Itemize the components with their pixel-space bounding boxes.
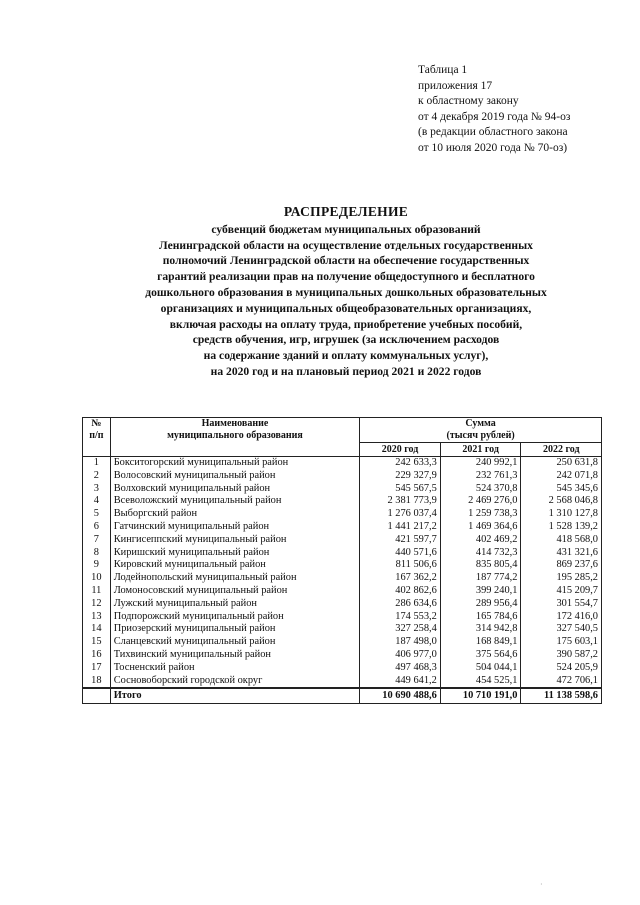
row-value-2022: 431 321,6 [521, 547, 602, 560]
header-year-2022: 2022 год [521, 443, 602, 457]
title-line: включая расходы на оплату труда, приобретение учебных пособий, [169, 317, 523, 331]
table-row [83, 457, 602, 470]
header-name [110, 418, 360, 457]
row-num: 8 [83, 547, 111, 560]
row-name: Сосновоборский городской округ [110, 675, 360, 689]
row-value-2022: 472 706,1 [521, 675, 602, 689]
row-value-2020: 174 553,2 [360, 611, 441, 624]
row-name: Киришский муниципальный район [110, 547, 360, 560]
row-num: 4 [83, 495, 111, 508]
table-row [83, 649, 602, 662]
table-row [83, 508, 602, 521]
row-num: 18 [83, 675, 111, 689]
row-name: Лужский муниципальный район [110, 598, 360, 611]
header-name-line1: Наименование [201, 418, 269, 429]
row-value-2020: 286 634,6 [360, 598, 441, 611]
row-name: Лодейнопольский муниципальный район [110, 572, 360, 585]
table-row [83, 534, 602, 547]
row-num: 17 [83, 662, 111, 675]
table-row [83, 483, 602, 496]
table-row [83, 623, 602, 636]
header-sum-line2: (тысяч рублей) [446, 430, 515, 441]
appendix-line: приложения 17 [418, 79, 493, 92]
row-name: Выборгский район [110, 508, 360, 521]
row-value-2021: 835 805,4 [440, 559, 521, 572]
row-num: 6 [83, 521, 111, 534]
appendix-reference [418, 63, 628, 156]
table-row [83, 585, 602, 598]
row-value-2022: 390 587,2 [521, 649, 602, 662]
title-line: субвенций бюджетам муниципальных образований [211, 222, 481, 236]
table-row [83, 559, 602, 572]
row-num: 1 [83, 457, 111, 470]
row-num: 12 [83, 598, 111, 611]
title-line: на содержание зданий и оплату коммунальных услуг), [203, 349, 489, 363]
total-row [83, 688, 602, 704]
row-value-2021: 454 525,1 [440, 675, 521, 689]
table-row [83, 598, 602, 611]
row-value-2020: 406 977,0 [360, 649, 441, 662]
total-num-cell [83, 688, 111, 704]
row-value-2021: 402 469,2 [440, 534, 521, 547]
row-name: Всеволожский муниципальный район [110, 495, 360, 508]
row-value-2021: 314 942,8 [440, 623, 521, 636]
title-line: полномочий Ленинградской области на обеспечение государственных [162, 254, 530, 268]
row-value-2020: 167 362,2 [360, 572, 441, 585]
header-year-2021: 2021 год [440, 443, 521, 457]
header-num-line1: № [91, 418, 102, 429]
table-row [83, 521, 602, 534]
row-value-2021: 399 240,1 [440, 585, 521, 598]
row-value-2021: 240 992,1 [440, 457, 521, 470]
row-num: 10 [83, 572, 111, 585]
row-value-2022: 545 345,6 [521, 483, 602, 496]
row-value-2021: 1 259 738,3 [440, 508, 521, 521]
row-name: Бокситогорский муниципальный район [110, 457, 360, 470]
row-name: Кингисеппский муниципальный район [110, 534, 360, 547]
row-value-2021: 232 761,3 [440, 470, 521, 483]
appendix-line: к областному закону [418, 95, 519, 107]
row-value-2021: 2 469 276,0 [440, 495, 521, 508]
row-value-2022: 195 285,2 [521, 572, 602, 585]
row-value-2022: 418 568,0 [521, 534, 602, 547]
row-num: 9 [83, 559, 111, 572]
row-value-2022: 327 540,5 [521, 623, 602, 636]
total-2020: 10 690 488,6 [360, 688, 441, 704]
row-value-2020: 402 862,6 [360, 585, 441, 598]
document-title [60, 204, 632, 380]
row-value-2020: 187 498,0 [360, 636, 441, 649]
row-value-2020: 242 633,3 [360, 457, 441, 470]
row-name: Ломоносовский муниципальный район [110, 585, 360, 598]
row-value-2021: 524 370,8 [440, 483, 521, 496]
title-line: дошкольного образования в муниципальных дошкольных образовательных [145, 285, 547, 299]
row-name: Подпорожский муниципальный район [110, 611, 360, 624]
table-row [83, 495, 602, 508]
row-num: 5 [83, 508, 111, 521]
table-row [83, 547, 602, 560]
row-value-2022: 250 631,8 [521, 457, 602, 470]
table-row [83, 611, 602, 624]
row-value-2021: 375 564,6 [440, 649, 521, 662]
title-line: гарантий реализации прав на получение общедоступного и бесплатного [157, 270, 535, 284]
header-sum-line1: Сумма [465, 418, 496, 429]
appendix-line: (в редакции областного закона [418, 126, 568, 138]
row-name: Волховский муниципальный район [110, 483, 360, 496]
row-name: Кировский муниципальный район [110, 559, 360, 572]
row-num: 13 [83, 611, 111, 624]
row-num: 7 [83, 534, 111, 547]
row-value-2021: 165 784,6 [440, 611, 521, 624]
row-num: 3 [83, 483, 111, 496]
table-row [83, 636, 602, 649]
row-num: 16 [83, 649, 111, 662]
row-value-2022: 415 209,7 [521, 585, 602, 598]
header-sum [360, 418, 602, 443]
header-num [83, 418, 111, 457]
row-value-2022: 1 528 139,2 [521, 521, 602, 534]
appendix-line: Таблица 1 [418, 64, 468, 76]
header-year-2020: 2020 год [360, 443, 441, 457]
row-name: Сланцевский муниципальный район [110, 636, 360, 649]
title-main: РАСПРЕДЕЛЕНИЕ [283, 204, 409, 219]
row-value-2022: 2 568 046,8 [521, 495, 602, 508]
row-value-2020: 811 506,6 [360, 559, 441, 572]
row-value-2020: 1 276 037,4 [360, 508, 441, 521]
row-value-2022: 172 416,0 [521, 611, 602, 624]
distribution-table [82, 417, 602, 704]
row-value-2020: 545 567,5 [360, 483, 441, 496]
table-row [83, 675, 602, 689]
row-value-2020: 1 441 217,2 [360, 521, 441, 534]
header-name-line2: муниципального образования [167, 430, 303, 441]
row-value-2021: 1 469 364,6 [440, 521, 521, 534]
row-value-2020: 449 641,2 [360, 675, 441, 689]
row-num: 11 [83, 585, 111, 598]
total-label: Итого [110, 688, 360, 704]
row-value-2020: 440 571,6 [360, 547, 441, 560]
row-value-2022: 869 237,6 [521, 559, 602, 572]
row-num: 15 [83, 636, 111, 649]
row-value-2021: 187 774,2 [440, 572, 521, 585]
row-value-2022: 175 603,1 [521, 636, 602, 649]
row-value-2020: 2 381 773,9 [360, 495, 441, 508]
row-name: Гатчинский муниципальный район [110, 521, 360, 534]
table-row [83, 662, 602, 675]
appendix-line: от 10 июля 2020 года № 70-оз) [418, 141, 568, 154]
row-value-2020: 229 327,9 [360, 470, 441, 483]
row-value-2021: 168 849,1 [440, 636, 521, 649]
row-value-2022: 242 071,8 [521, 470, 602, 483]
row-value-2021: 414 732,3 [440, 547, 521, 560]
row-value-2021: 504 044,1 [440, 662, 521, 675]
total-2022: 11 138 598,6 [521, 688, 602, 704]
scan-mark: · [540, 880, 543, 889]
total-2021: 10 710 191,0 [440, 688, 521, 704]
header-num-line2: п/п [89, 430, 104, 441]
row-name: Тосненский район [110, 662, 360, 675]
table-row [83, 572, 602, 585]
row-name: Тихвинский муниципальный район [110, 649, 360, 662]
appendix-line: от 4 декабря 2019 года № 94-оз [418, 110, 571, 123]
row-value-2020: 327 258,4 [360, 623, 441, 636]
row-value-2022: 301 554,7 [521, 598, 602, 611]
title-line: Ленинградской области на осуществление отдельных государственных [159, 238, 533, 252]
row-value-2020: 497 468,3 [360, 662, 441, 675]
row-value-2022: 524 205,9 [521, 662, 602, 675]
row-name: Приозерский муниципальный район [110, 623, 360, 636]
title-line: организациях и муниципальных общеобразовательных организациях, [160, 301, 532, 315]
row-num: 2 [83, 470, 111, 483]
row-value-2020: 421 597,7 [360, 534, 441, 547]
table-row [83, 470, 602, 483]
row-num: 14 [83, 623, 111, 636]
title-line: средств обучения, игр, игрушек (за исключением расходов [192, 333, 500, 347]
row-value-2021: 289 956,4 [440, 598, 521, 611]
row-name: Волосовский муниципальный район [110, 470, 360, 483]
title-line: на 2020 год и на плановый период 2021 и 2022 годов [210, 364, 482, 378]
row-value-2022: 1 310 127,8 [521, 508, 602, 521]
